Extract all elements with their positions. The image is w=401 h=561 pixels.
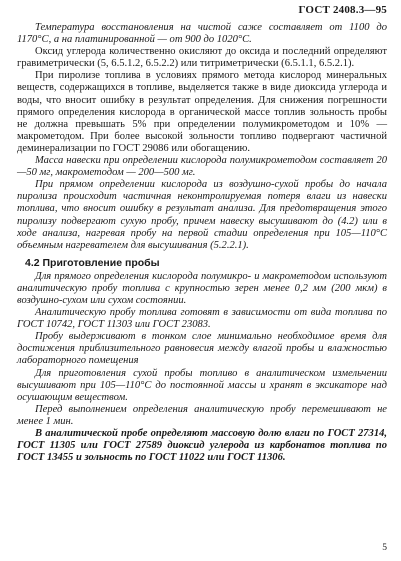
paragraph-moisture-carbonates: В аналитической пробе определяют массовую долю влаги по ГОСТ 27314, ГОСТ 11305 или ГОСТ 27589 диоксид углерода из карбонатов топлива по ГОСТ 13455 и зольность по ГОСТ 11022 или ГОСТ 11306. <box>17 428 387 464</box>
paragraph-dry-sample: Для приготовления сухой пробы топливо в аналитическом измельчении высушивают при 105—110°С до постоянной массы и хранят в эксикаторе над осушающим веществом. <box>17 367 387 403</box>
page-number: 5 <box>382 543 387 553</box>
paragraph-mixing: Перед выполнением определения аналитическую пробу перемешивают не менее 1 мин. <box>17 403 387 427</box>
paragraph-restoration-temperature: Температура восстановления на чистой саже составляет от 1100 до 1170°С, а на платинированной — от 900 до 1020°С. <box>17 22 387 46</box>
paragraph-pyrolysis-ash: При пиролизе топлива в условиях прямого метода кислород минеральных веществ, содержащихся в топливе, выделяется также в виде диоксида углерода и воды, что вносит ошибку в результат определения. Для снижения погрешности прямого определения кислорода в органической массе топлив зольность пробы не должна превышать 5% при определении полумикрометодом и 10% — макрометодом. При более высокой зольности топливо подвергают частичной деминерализации по ГОСТ 29086 или обогащению. <box>17 70 387 154</box>
paragraph-oxide-determination: Оксид углерода количественно окисляют до оксида и последний определяют гравиметрически (5, 6.5.1.2, 6.5.2.2) или титриметрически (6.5.1.1, 6.5.2.1). <box>17 46 387 70</box>
paragraph-analytical-sample: Для прямого определения кислорода полумикро- и макрометодом используют аналитическую пробу топлива с крупностью зерен менее 0,2 мм (200 мкм) в воздушно-сухом или сухом состоянии. <box>17 270 387 306</box>
paragraph-sample-mass: Масса навески при определении кислорода полумикрометодом составляет 20—50 мг, макрометодом — 200—500 мг. <box>17 155 387 179</box>
paragraph-moisture-loss: При прямом определении кислорода из воздушно-сухой пробы до начала пиролиза происходит частичная неконтролируемая потеря влаги из навески топлива, что вносит ошибку в результат анализа. Для предотвращения этого пиролизу подвергают сухую пробу, причем навеску высушивают до (4.2) или в ходе анализа, нагревая пробу на первой стадии определения при 105—110°С объемным нагревателем для высушивания (5.2.2.1). <box>17 179 387 251</box>
paragraph-sample-preparation: Аналитическую пробу топлива готовят в зависимости от вида топлива по ГОСТ 10742, ГОСТ 11303 или ГОСТ 23083. <box>17 307 387 331</box>
section-heading: 4.2 Приготовление пробы <box>25 256 160 269</box>
standard-header: ГОСТ 2408.3—95 <box>298 4 387 16</box>
paragraph-equilibrium: Пробу выдерживают в тонком слое минимально необходимое время для достижения приблизительного равновесия между влагой пробы и влажностью лабораторного помещения <box>17 331 387 367</box>
